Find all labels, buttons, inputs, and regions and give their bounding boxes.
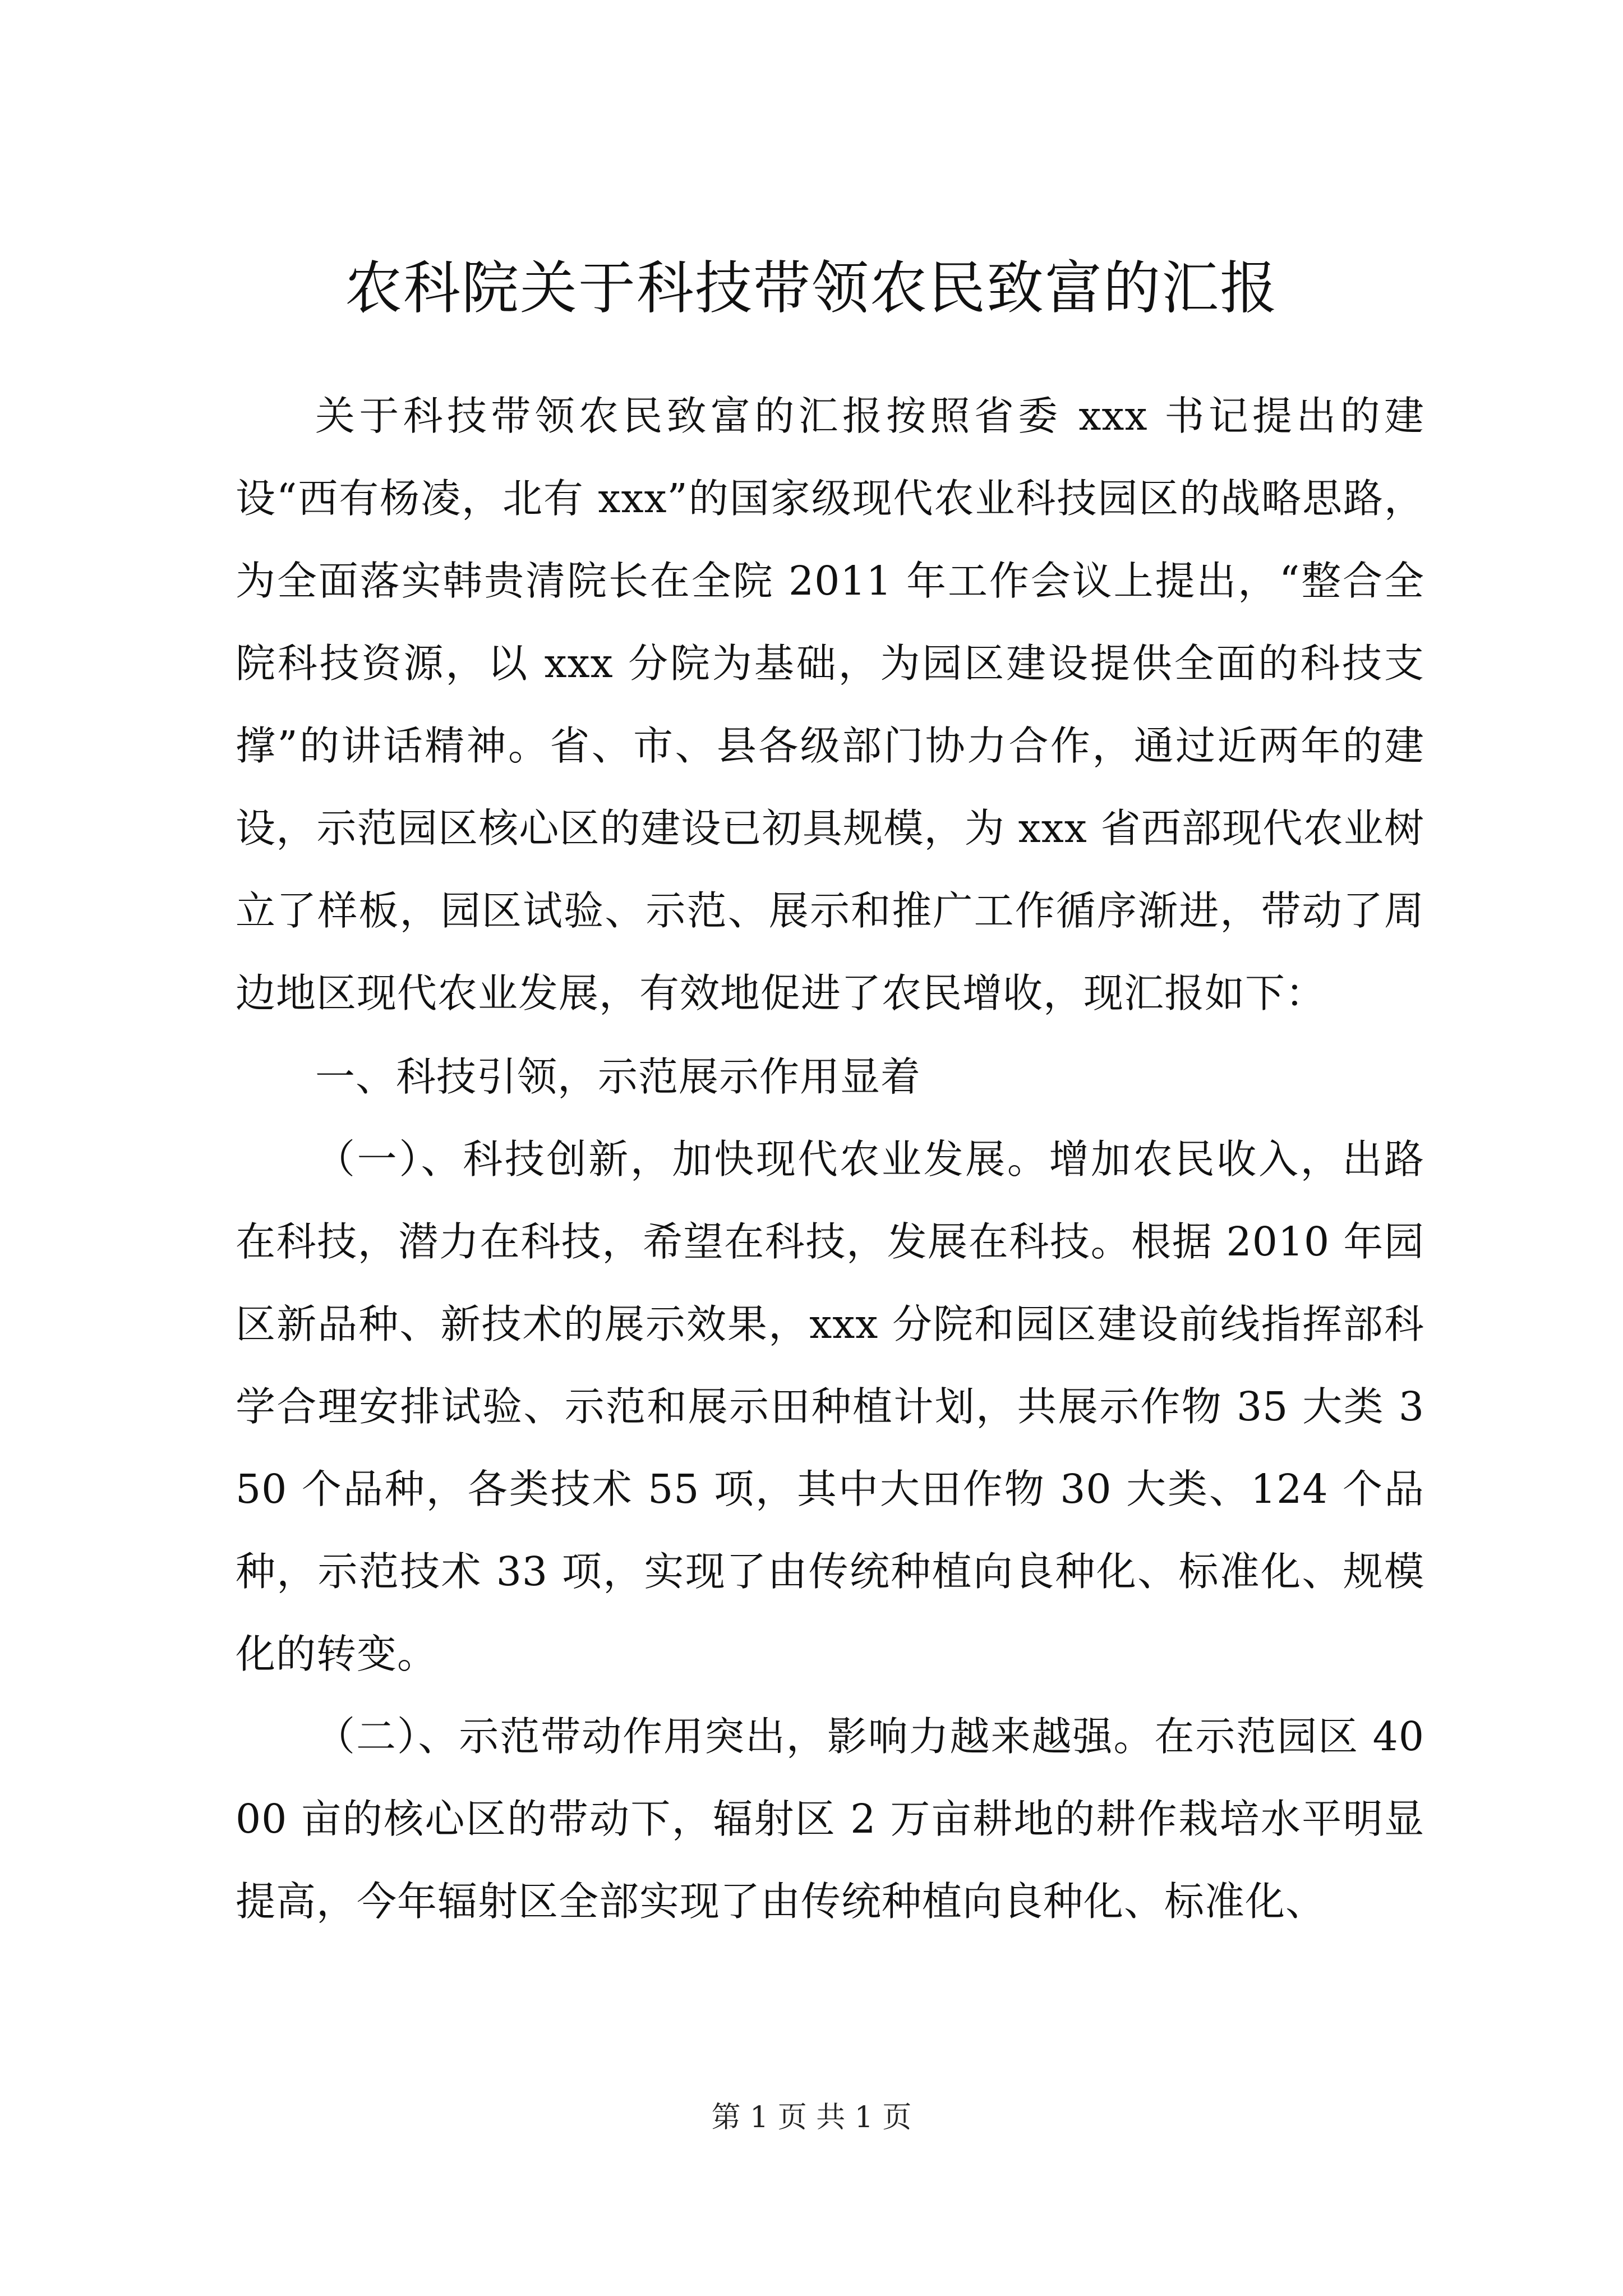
document-title: 农科院关于科技带领农民致富的汇报 <box>345 255 1278 322</box>
subsection-paragraph-2: （二）、示范带动作用突出，影响力越来越强。在示范园区 4000 亩的核心区的带动下，辐射区 2 万亩耕地的耕作栽培水平明显提高，今年辐射区全部实现了由传统种植向良种化、标准化、 <box>236 1713 1424 1925</box>
intro-paragraph: 关于科技带领农民致富的汇报按照省委 xxx 书记提出的建设“西有杨凌，北有 xxx”的国家级现代农业科技园区的战略思路，为全面落实韩贵清院长在全院 2011 年工作会议上提出，“整合全院科技资源，以 xxx 分院为基础，为园区建设提供全面的科技支撑”的讲话精神。省、市、县各级部门协力合作，通过近两年的建设，示范园区核心区的建设已初具规模，为 xxx 省西部现代农业树立了样板，园区试验、示范、展示和推广工作循序渐进，带动了周边地区现代农业发展，有效地促进了农民增收，现汇报如下： <box>236 393 1424 1016</box>
section-heading-1: 一、科技引领，示范展示作用显着 <box>315 1053 921 1100</box>
subsection-paragraph-1: （一）、科技创新，加快现代农业发展。增加农民收入，出路在科技，潜力在科技，希望在科技，发展在科技。根据 2010 年园区新品种、新技术的展示效果，xxx 分院和园区建设前线指挥部科学合理安排试验、示范和展示田种植计划，共展示作物 35 大类 350 个品种，各类技术 55 项，其中大田作物 30 大类、124 个品种，示范技术 33 项，实现了由传统种植向良种化、标准化、规模化的转变。 <box>236 1136 1424 1677</box>
page-footer: 第 1 页 共 1 页 <box>711 2101 912 2134</box>
document-body <box>236 375 1424 1943</box>
